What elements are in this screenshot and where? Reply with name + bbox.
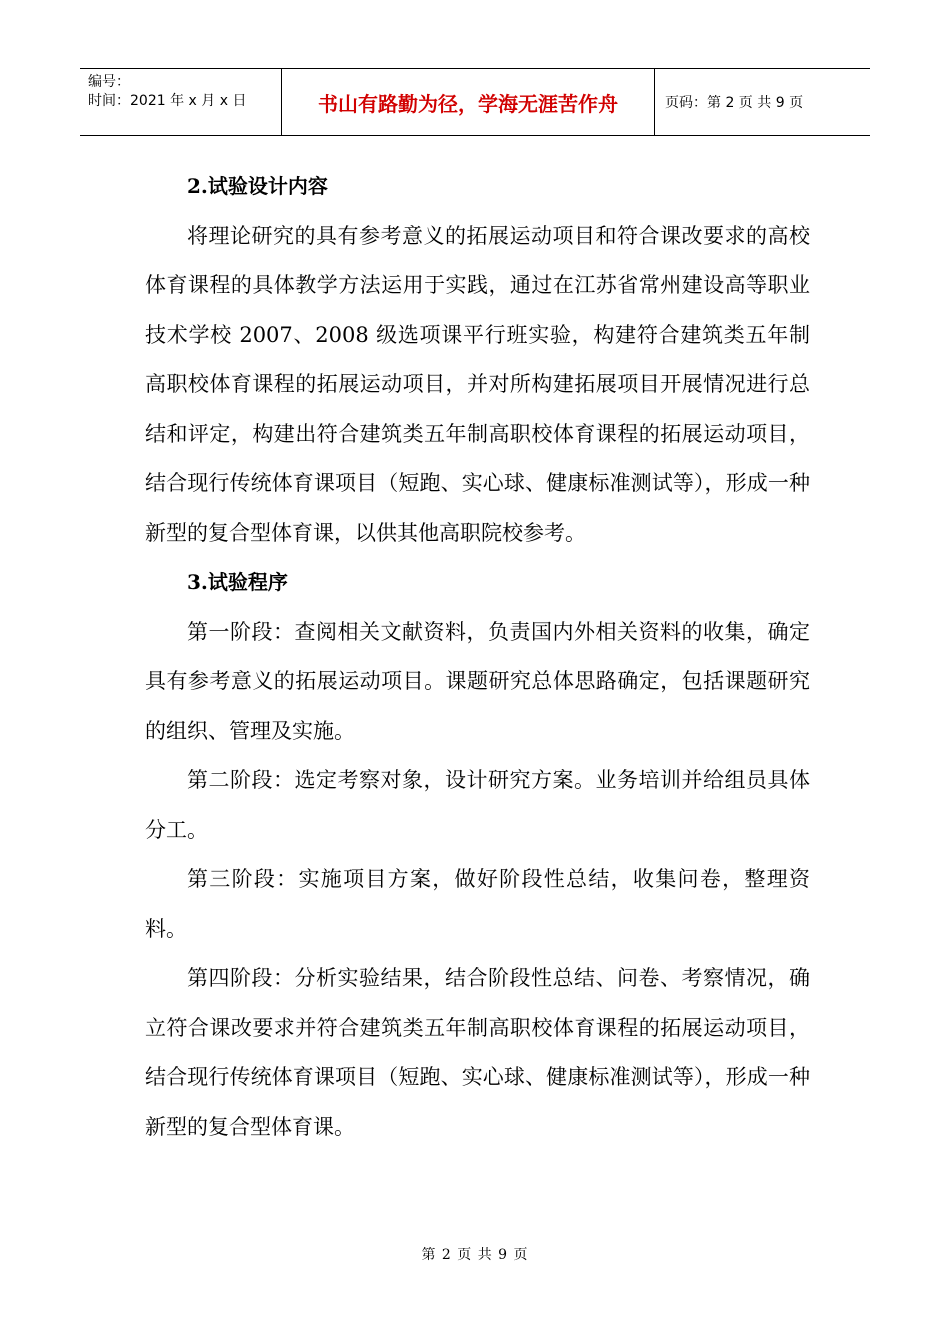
stage-3-paragraph: 第三阶段：实施项目方案，做好阶段性总结，收集问卷，整理资料。: [145, 867, 810, 941]
stage-2-paragraph: 第二阶段：选定考察对象，设计研究方案。业务培训并给组员具体分工。: [145, 768, 810, 842]
page-header: [80, 68, 870, 136]
header-page-info: 页码：第 2 页 共 9 页: [665, 95, 804, 111]
code-label: 编号：: [88, 74, 130, 90]
document-body: [145, 162, 810, 1152]
page-footer: 第 2 页 共 9 页: [421, 1247, 529, 1263]
stage-1-paragraph: 第一阶段：查阅相关文献资料，负责国内外相关资料的收集，确定具有参考意义的拓展运动项目。课题研究总体思路确定，包括课题研究的组织、管理及实施。: [145, 619, 810, 743]
section-3-title: 3.试验程序: [187, 570, 288, 594]
stage-4-paragraph: 第四阶段：分析实验结果，结合阶段性总结、问卷、考察情况，确立符合课改要求并符合建筑类五年制高职校体育课程的拓展运动项目，结合现行传统体育课项目（短跑、实心球、健康标准测试等），形成一种新型的复合型体育课。: [145, 966, 810, 1139]
section-2-title: 2.试验设计内容: [187, 174, 328, 198]
section-2-paragraph: 将理论研究的具有参考意义的拓展运动项目和符合课改要求的高校体育课程的具体教学方法运用于实践，通过在江苏省常州建设高等职业技术学校 2007、2008 级选项课平行班实验，构建符合建筑类五年制高职校体育课程的拓展运动项目，并对所构建拓展项目开展情况进行总结和评定，构建出符合建筑类五年制高职校体育课程的拓展运动项目，结合现行传统体育课项目（短跑、实心球、健康标准测试等），形成一种新型的复合型体育课，以供其他高职院校参考。: [145, 223, 810, 545]
time-label: 时间：2021 年 x 月 x 日: [88, 93, 247, 109]
header-meta: [80, 69, 282, 135]
header-motto: 书山有路勤为径，学海无涯苦作舟: [282, 69, 655, 135]
